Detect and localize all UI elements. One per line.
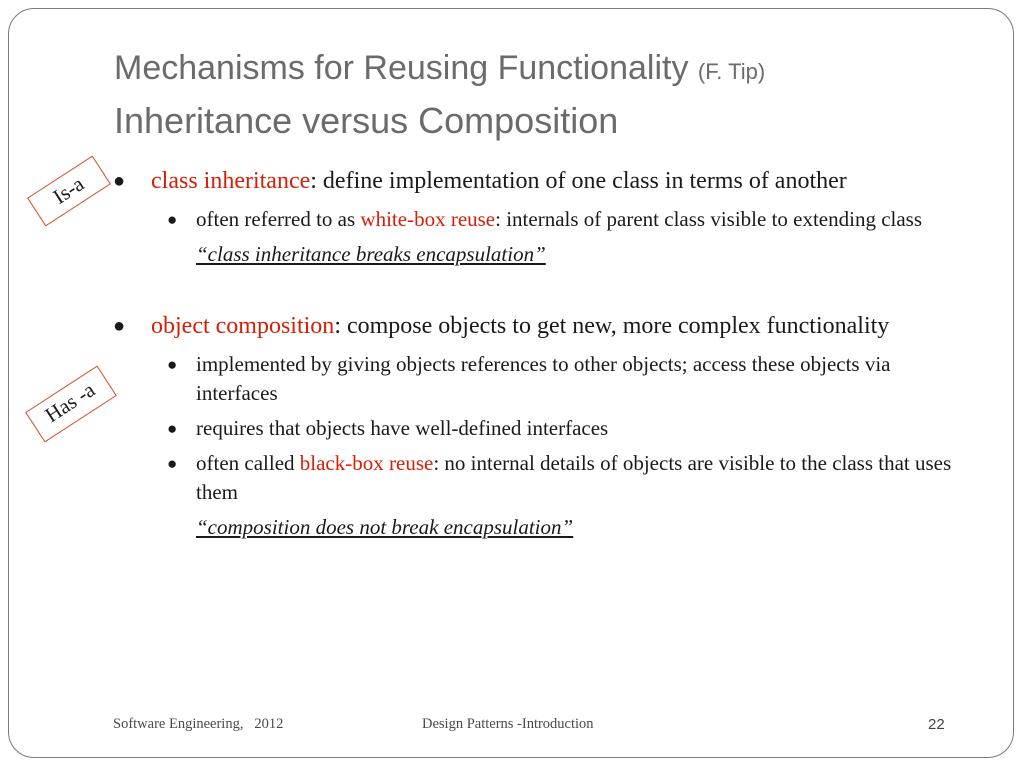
title-line-1 (114, 44, 994, 96)
bullet-dot-icon: ● (167, 355, 178, 374)
sub-bullet-post: : internals of parent class visible to extending class (495, 207, 923, 231)
page-number: 22 (928, 716, 945, 733)
sub-bullet-white-box (110, 205, 960, 234)
bullet-class-inheritance (110, 166, 960, 197)
bullet-object-composition (110, 311, 960, 342)
sub-bullet-text: implemented by giving objects references to other objects; access these objects via interfaces (196, 352, 891, 405)
term-white-box-reuse: white-box reuse (360, 207, 496, 231)
is-a-tag: Is-a (27, 156, 111, 227)
sub-bullet-black-box (110, 449, 960, 507)
sub-bullet-pre: often referred to as (196, 207, 361, 231)
slide-title (114, 44, 994, 146)
title-line-2: Inheritance versus Composition (114, 100, 619, 141)
sub-bullet-interfaces (110, 414, 960, 443)
bullet-dot-icon: ● (167, 210, 178, 229)
sub-bullet-references (110, 350, 960, 408)
bullet-dot-icon: ● (167, 419, 178, 438)
bullet-text: : compose objects to get new, more complex functionality (334, 313, 890, 339)
has-a-tag: Has -a (25, 365, 117, 442)
title-author: (F. Tip) (697, 59, 766, 84)
bullet-dot-icon: ● (167, 454, 178, 473)
bullet-dot-icon: ● (113, 315, 126, 337)
bullet-text: : define implementation of one class in terms of another (310, 168, 847, 194)
sub-bullet-text: requires that objects have well-defined interfaces (196, 416, 609, 440)
term-object-composition: object composition (151, 313, 335, 339)
term-class-inheritance: class inheritance (151, 168, 311, 194)
slide-body (110, 166, 960, 542)
footer-course: Software Engineering, 2012 (113, 716, 284, 732)
term-black-box-reuse: black-box reuse (299, 451, 434, 475)
bullet-dot-icon: ● (113, 170, 126, 192)
quote-composition: “composition does not break encapsulation” (196, 515, 574, 539)
sub-bullet-pre: often called (196, 451, 300, 475)
quote-inheritance: “class inheritance breaks encapsulation” (196, 242, 546, 266)
sub-bullet-post: : no internal details of objects are visible to the class that uses them (196, 451, 952, 504)
title-main: Mechanisms for Reusing Functionality (114, 49, 689, 87)
footer-topic: Design Patterns -Introduction (422, 716, 594, 732)
